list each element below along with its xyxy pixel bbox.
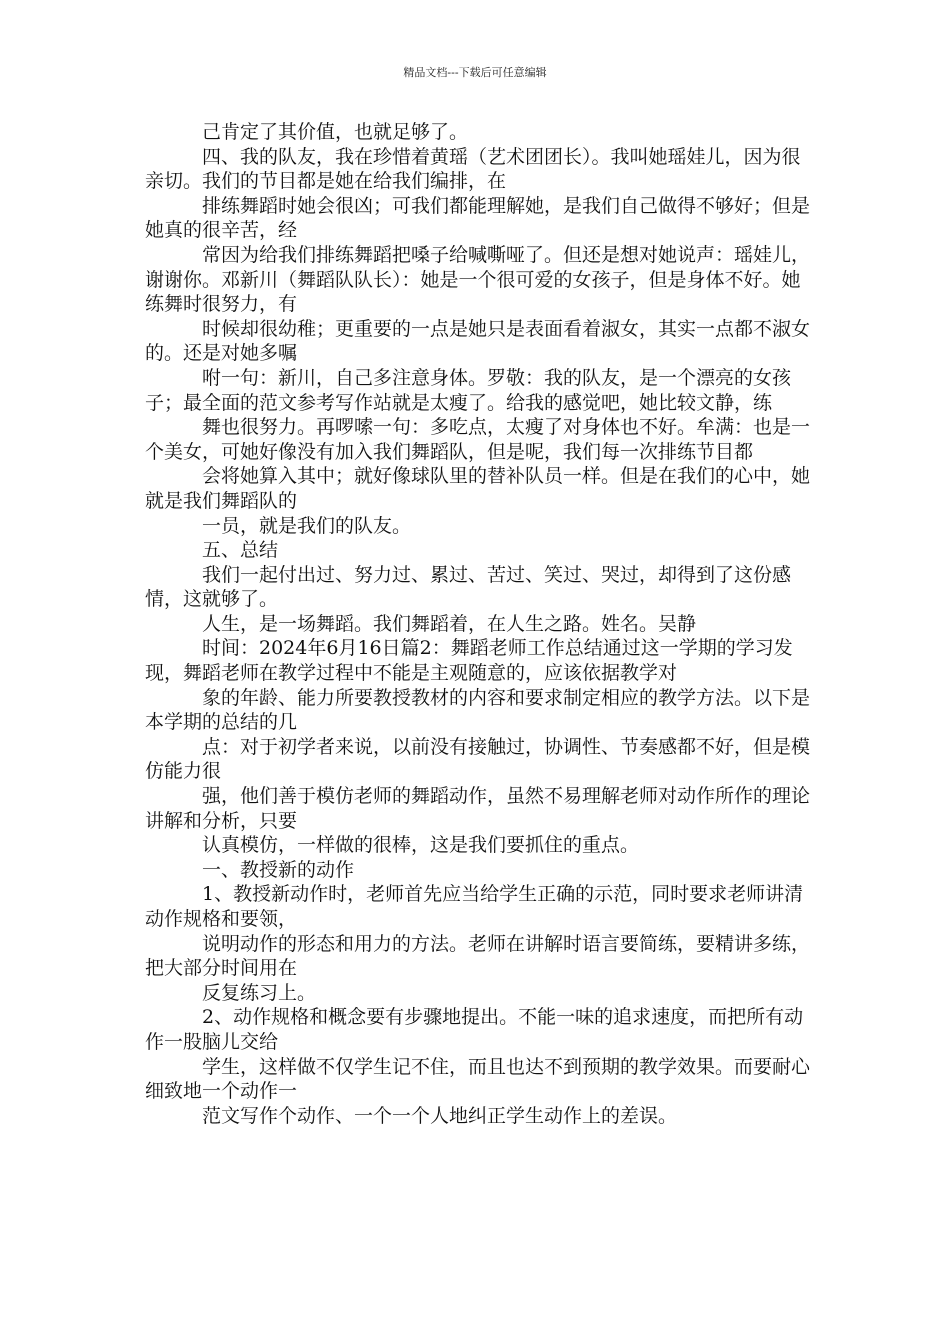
section-heading: 五、总结 [202, 539, 279, 562]
paragraph: 排练舞蹈时她会很凶；可我们都能理解她，是我们自己做得不够好；但是她真的很辛苦，经 [145, 194, 811, 242]
paragraph: 认真模仿，一样做的很棒，这是我们要抓住的重点。 [202, 834, 640, 857]
paragraph: 点：对于初学者来说，以前没有接触过，协调性、节奏感都不好，但是模仿能力很 [145, 735, 811, 783]
paragraph: 强，他们善于模仿老师的舞蹈动作，虽然不易理解老师对动作所作的理论讲解和分析，只要 [145, 785, 811, 832]
paragraph: 学生，这样做不仅学生记不住，而且也达不到预期的教学效果。而要耐心细致地一个动作一 [145, 1055, 811, 1103]
paragraph: 一员，就是我们的队友。 [202, 514, 412, 537]
paragraph: 范文写作个动作、一个一个人地纠正学生动作上的差误。 [202, 1104, 678, 1127]
paragraph: 四、我的队友，我在珍惜着黄瑶（艺术团团长）。我叫她瑶娃儿，因为很亲切。我们的节目都是她在给我们编排，在 [145, 145, 801, 193]
section-heading: 一、教授新的动作 [202, 858, 355, 881]
paragraph: 时间：2024年6月16日篇2：舞蹈老师工作总结通过这一学期的学习发现，舞蹈老师在教学过程中不能是主观随意的，应该依据教学对 [145, 637, 793, 685]
paragraph: 说明动作的形态和用力的方法。老师在讲解时语言要简练，要精讲多练，把大部分时间用在 [145, 932, 811, 980]
paragraph: 常因为给我们排练舞蹈把嗓子给喊嘶哑了。但还是想对她说声：瑶娃儿，谢谢你。邓新川（舞蹈队队长）：她是一个很可爱的女孩子，但是身体不好。她练舞时很努力，有 [145, 243, 811, 316]
paragraph: 会将她算入其中；就好像球队里的替补队员一样。但是在我们的心中，她就是我们舞蹈队的 [145, 465, 811, 512]
paragraph: 2、动作规格和概念要有步骤地提出。不能一味的追求速度，而把所有动作一股脑儿交给 [145, 1006, 804, 1053]
paragraph: 时候却很幼稚；更重要的一点是她只是表面看着淑女，其实一点都不淑女的。还是对她多嘱 [145, 317, 811, 365]
paragraph: 舞也很努力。再啰嗦一句：多吃点，太瘦了对身体也不好。牟满：也是一个美女，可她好像没有加入我们舞蹈队，但是呢，我们每一次排练节目都 [145, 416, 811, 463]
paragraph: 反复练习上。 [202, 981, 317, 1004]
paragraph: 象的年龄、能力所要教授教材的内容和要求制定相应的教学方法。以下是本学期的总结的几 [145, 686, 811, 734]
paragraph: 人生，是一场舞蹈。我们舞蹈着，在人生之路。姓名。吴静 [202, 612, 697, 635]
paragraph: 1、教授新动作时，老师首先应当给学生正确的示范，同时要求老师讲清动作规格和要领， [145, 883, 804, 930]
paragraph: 己肯定了其价值，也就足够了。 [202, 121, 469, 143]
document-body [145, 120, 815, 1128]
paragraph: 咐一句：新川，自己多注意身体。罗敬：我的队友，是一个漂亮的女孩子；最全面的范文参考写作站就是太瘦了。给我的感觉吧，她比较文静，练 [145, 366, 792, 414]
paragraph: 我们一起付出过、努力过、累过、苦过、笑过、哭过，却得到了这份感情，这就够了。 [145, 563, 792, 611]
page-header: 精品文档---下载后可任意编辑 [403, 66, 547, 79]
